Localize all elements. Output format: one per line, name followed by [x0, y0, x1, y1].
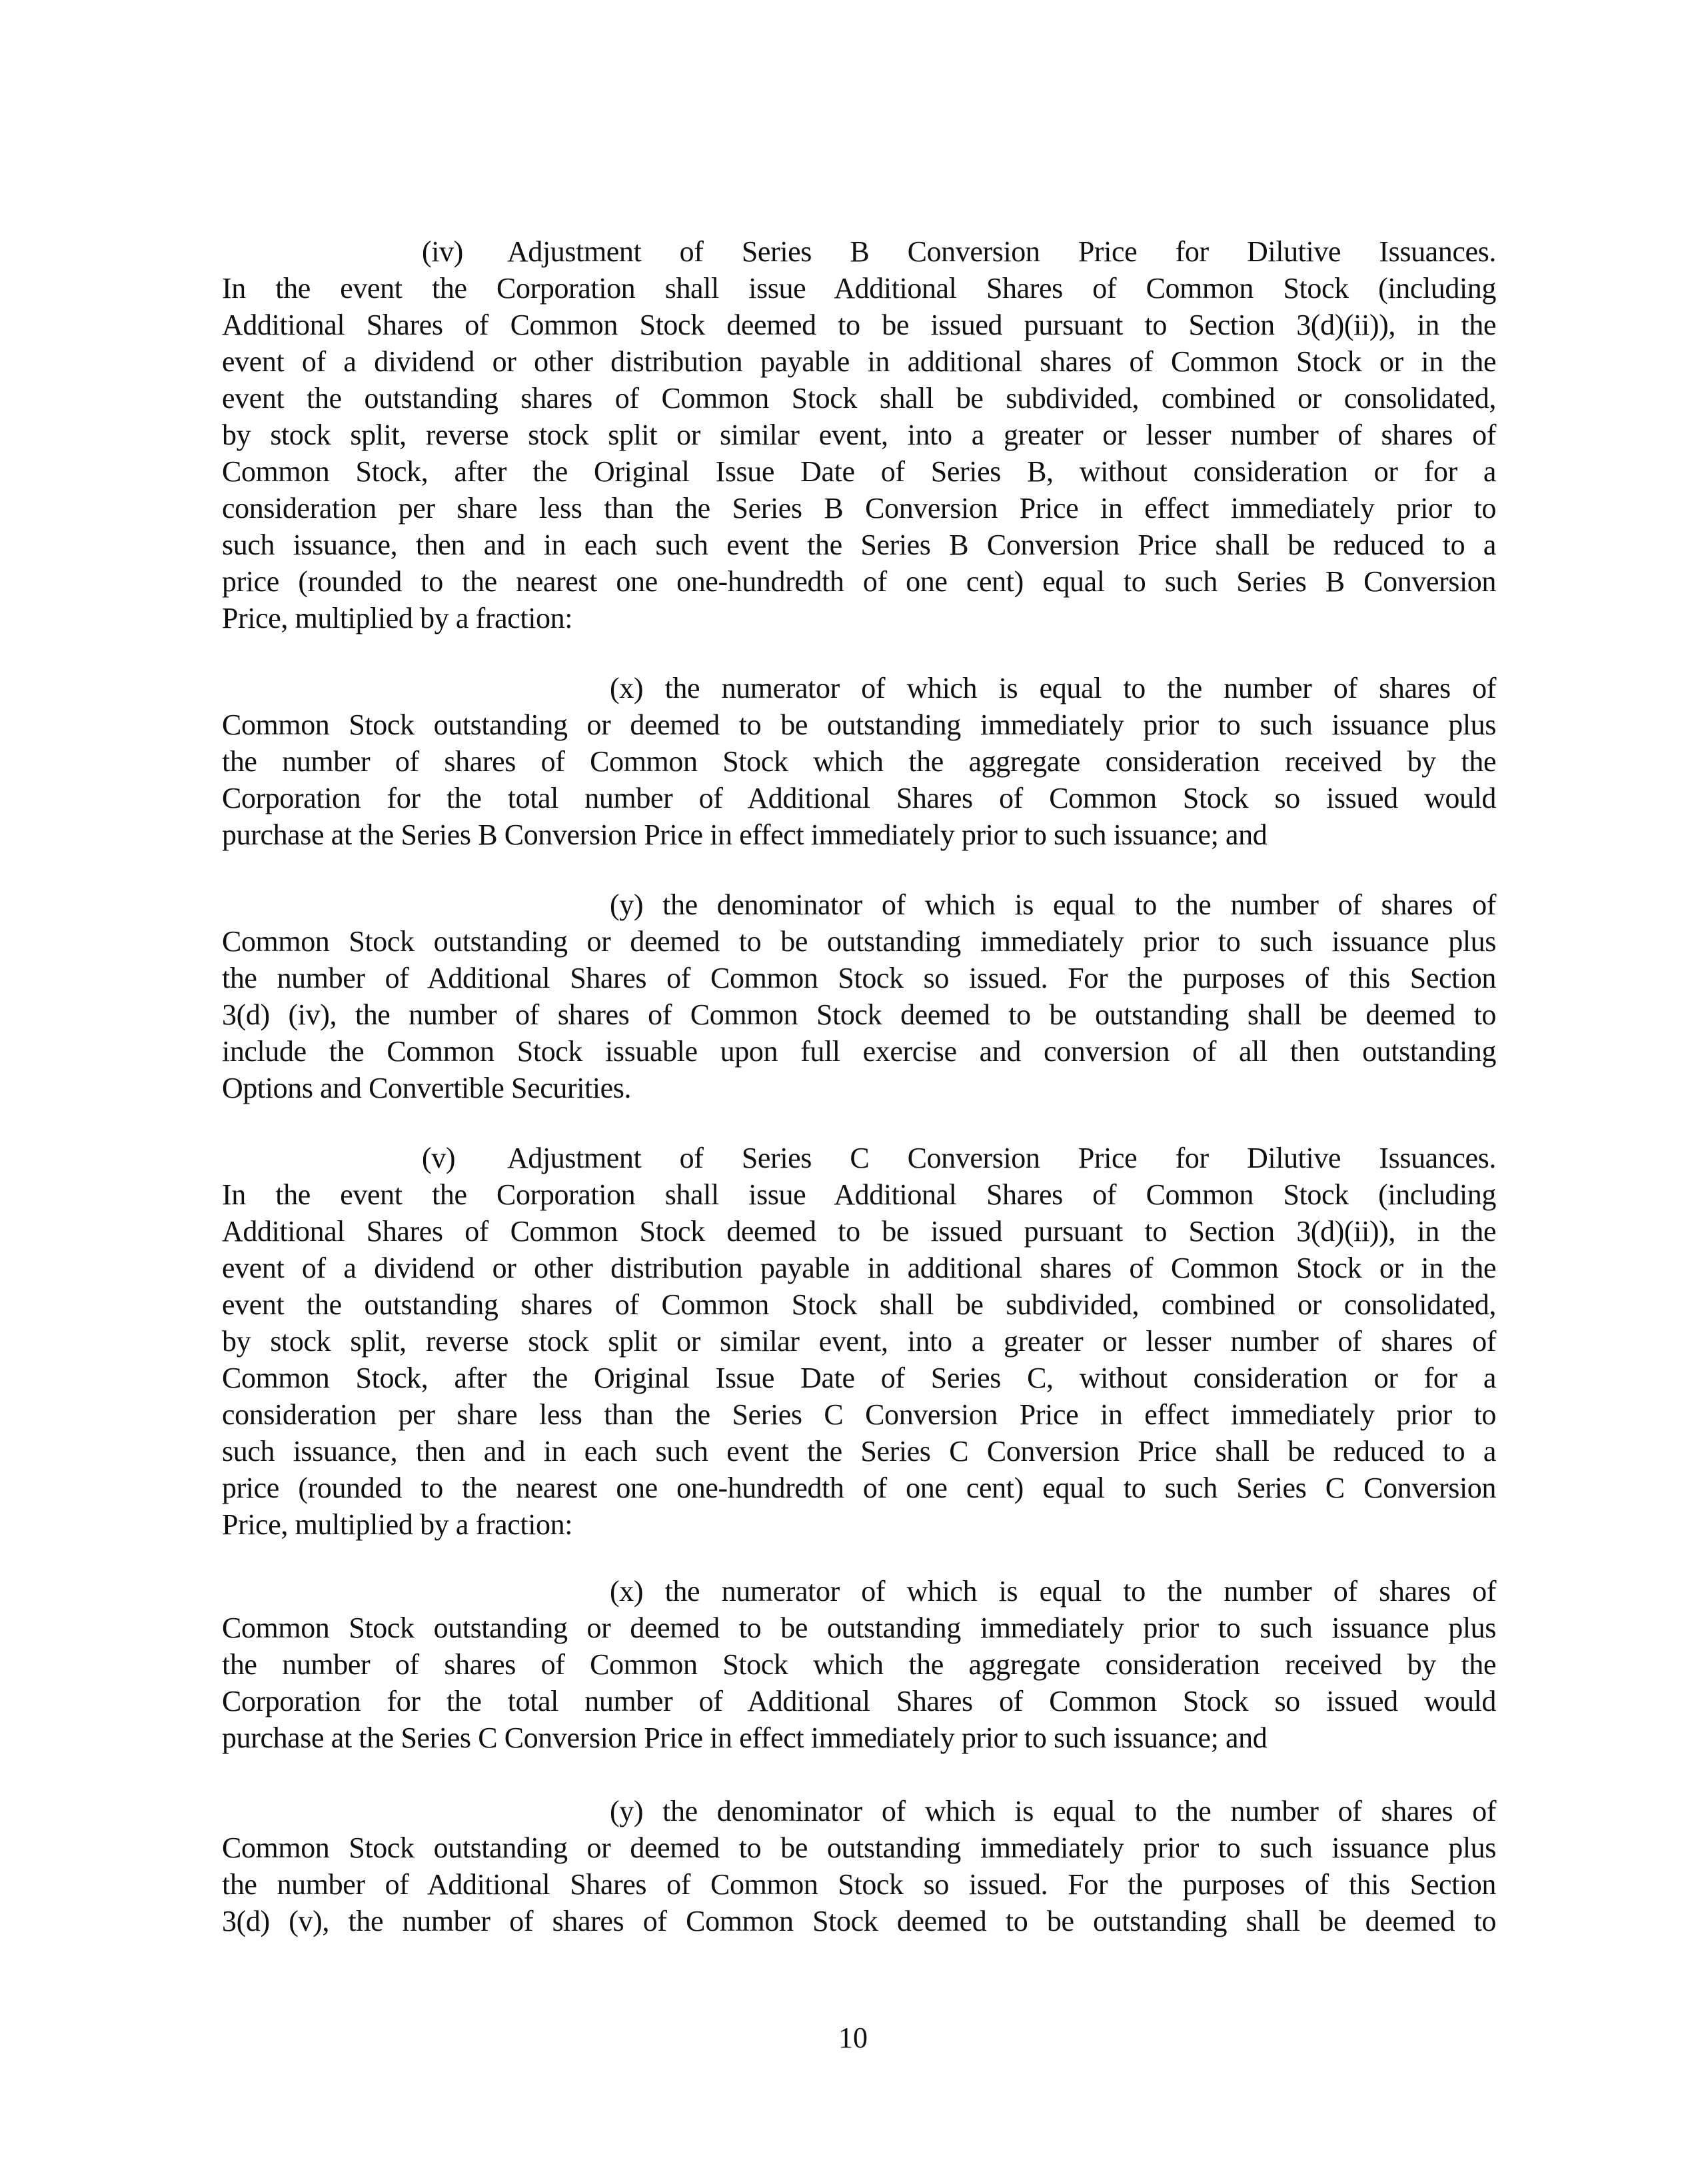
text-line: event the outstanding shares of Common Stock shall be subdivided, combined or consolidated, [222, 382, 1496, 415]
text-line: event of a dividend or other distribution payable in additional shares of Common Stock or in the [222, 345, 1496, 378]
section-iv-heading [222, 233, 1496, 270]
section-iv-label: (iv) [422, 235, 463, 268]
text-line: In the event the Corporation shall issue Additional Shares of Common Stock (including [222, 1178, 1496, 1211]
text-line: by stock split, reverse stock split or similar event, into a greater or lesser number of shares of [222, 419, 1496, 451]
section-v-clause-y [222, 1793, 1496, 1939]
section-v-heading [222, 1140, 1496, 1176]
section-iv-clause-y [222, 886, 1496, 1106]
section-iv-clause-x [222, 670, 1496, 853]
text-line: the number of shares of Common Stock which the aggregate consideration received by the [222, 745, 1496, 778]
text-line: Corporation for the total number of Additional Shares of Common Stock so issued would [222, 1685, 1496, 1717]
text-line: consideration per share less than the Series C Conversion Price in effect immediately prior to [222, 1398, 1496, 1431]
section-v-clause-x [222, 1573, 1496, 1756]
text-line: 3(d) (v), the number of shares of Common Stock deemed to be outstanding shall be deemed to [222, 1905, 1496, 1937]
text-line: Common Stock outstanding or deemed to be outstanding immediately prior to such issuance plus [222, 708, 1496, 741]
text-line: event of a dividend or other distribution payable in additional shares of Common Stock or in the [222, 1252, 1496, 1284]
text-line: Options and Convertible Securities. [222, 1072, 632, 1104]
section-v-paragraph [222, 1140, 1496, 1543]
text-line: price (rounded to the nearest one one-hundredth of one cent) equal to such Series B Conversion [222, 565, 1496, 598]
text-line: such issuance, then and in each such event the Series B Conversion Price shall be reduced to a [222, 529, 1496, 561]
text-line: Additional Shares of Common Stock deemed to be issued pursuant to Section 3(d)(ii)), in the [222, 309, 1496, 341]
text-line: Price, multiplied by a fraction: [222, 1508, 573, 1541]
section-iv-heading-text: Adjustment of Series B Conversion Price for Dilutive Issuances. [507, 235, 1496, 268]
section-iv-paragraph [222, 233, 1496, 636]
text-line: Common Stock, after the Original Issue Date of Series C, without consideration or for a [222, 1362, 1496, 1394]
section-v-heading-text: Adjustment of Series C Conversion Price for Dilutive Issuances. [507, 1142, 1496, 1174]
text-line: purchase at the Series C Conversion Price in effect immediately prior to such issuance; and [222, 1721, 1268, 1754]
text-line: event the outstanding shares of Common Stock shall be subdivided, combined or consolidated, [222, 1288, 1496, 1321]
text-line: Additional Shares of Common Stock deemed to be issued pursuant to Section 3(d)(ii)), in the [222, 1215, 1496, 1248]
section-v-label: (v) [422, 1142, 456, 1174]
clause-x-first-line: (x) the numerator of which is equal to the number of shares of [610, 672, 1496, 704]
text-line: the number of shares of Common Stock which the aggregate consideration received by the [222, 1648, 1496, 1681]
text-line: such issuance, then and in each such event the Series C Conversion Price shall be reduced to a [222, 1435, 1496, 1468]
text-line: Corporation for the total number of Additional Shares of Common Stock so issued would [222, 782, 1496, 814]
text-line: the number of Additional Shares of Common Stock so issued. For the purposes of this Section [222, 962, 1496, 994]
text-line: by stock split, reverse stock split or similar event, into a greater or lesser number of shares of [222, 1325, 1496, 1358]
text-line: purchase at the Series B Conversion Price in effect immediately prior to such issuance; and [222, 818, 1268, 851]
text-line: Common Stock outstanding or deemed to be outstanding immediately prior to such issuance plus [222, 1612, 1496, 1644]
text-line: 3(d) (iv), the number of shares of Common Stock deemed to be outstanding shall be deemed to [222, 998, 1496, 1031]
page-number: 10 [838, 2021, 868, 2054]
text-line: Common Stock outstanding or deemed to be outstanding immediately prior to such issuance plus [222, 1831, 1496, 1864]
text-line: consideration per share less than the Series B Conversion Price in effect immediately prior to [222, 492, 1496, 525]
text-line: In the event the Corporation shall issue Additional Shares of Common Stock (including [222, 272, 1496, 305]
text-line: Common Stock, after the Original Issue Date of Series B, without consideration or for a [222, 455, 1496, 488]
text-line: include the Common Stock issuable upon full exercise and conversion of all then outstanding [222, 1035, 1496, 1068]
text-line: the number of Additional Shares of Common Stock so issued. For the purposes of this Section [222, 1868, 1496, 1901]
text-line: Common Stock outstanding or deemed to be outstanding immediately prior to such issuance plus [222, 925, 1496, 958]
clause-y-first-line: (y) the denominator of which is equal to the number of shares of [610, 1795, 1496, 1827]
clause-x-first-line: (x) the numerator of which is equal to the number of shares of [610, 1575, 1496, 1608]
clause-y-first-line: (y) the denominator of which is equal to the number of shares of [610, 888, 1496, 921]
text-line: price (rounded to the nearest one one-hundredth of one cent) equal to such Series C Conversion [222, 1472, 1496, 1504]
text-line: Price, multiplied by a fraction: [222, 602, 573, 634]
